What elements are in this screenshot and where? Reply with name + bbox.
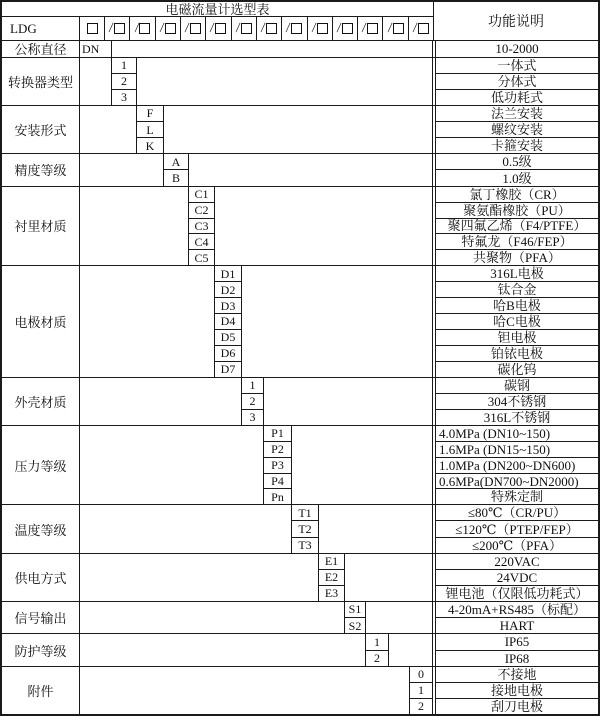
description-cell: 特氟龙（F46/FEP） [436, 233, 598, 249]
slash-separator: / [133, 20, 140, 36]
code-cell: P4 [264, 473, 291, 489]
description-cell: 卡箍安装 [436, 137, 598, 153]
code-column [137, 106, 164, 153]
code-cell: D4 [215, 313, 241, 329]
selection-group-6 [2, 377, 598, 425]
code-cell: 0 [418, 667, 424, 682]
code-cell: 3 [112, 89, 136, 105]
empty-cell [389, 634, 433, 665]
description-cell: 220VAC [494, 553, 540, 569]
description-cell: 0.6MPa(DN700~DN2000) [436, 473, 598, 489]
description-cell: 4-20mA+RS485（标配） [447, 601, 587, 617]
code-column [264, 426, 292, 505]
model-code-segment-cell [257, 17, 282, 40]
description-cell: 接地电极 [436, 682, 598, 698]
selection-group-2 [2, 105, 598, 153]
code-cell: S2 [345, 617, 365, 633]
description-cell: 钽电极 [436, 329, 598, 345]
code-cell: L [137, 121, 163, 137]
blank-box-icon [367, 23, 378, 34]
description-cell: 24VDC [436, 569, 598, 585]
blank-box-icon [114, 23, 125, 34]
code-cell: DN [82, 41, 100, 56]
description-cell: 一体式 [497, 57, 537, 73]
description-column [435, 554, 598, 601]
selection-group-9 [2, 553, 598, 601]
description-column [435, 41, 598, 57]
description-cell: 0.5级 [502, 154, 532, 170]
description-cell: 4.0MPa (DN10~150) [439, 425, 551, 441]
group-label: 转换器类型 [2, 58, 80, 105]
description-cell: 10-2000 [495, 41, 539, 57]
code-cell: D6 [215, 345, 241, 361]
code-column [112, 58, 137, 105]
description-cell: 刮刀电极 [436, 698, 598, 714]
model-code-row [2, 17, 433, 40]
model-code-segment-cell [105, 17, 130, 40]
empty-cell [80, 426, 264, 505]
code-cell: C4 [189, 233, 214, 249]
description-cell: 分体式 [436, 73, 598, 89]
slash-separator: / [209, 20, 216, 36]
selection-groups [2, 40, 598, 714]
model-code-segment-cell [232, 17, 257, 40]
description-cell: 钛合金 [436, 281, 598, 297]
slash-separator: / [412, 20, 418, 36]
code-cell: D2 [215, 281, 241, 297]
description-cell: 1.6MPa (DN15~150) [436, 441, 598, 457]
description-cell: ≤200℃（PFA） [436, 537, 598, 553]
code-column [410, 667, 433, 714]
group-label: 安装形式 [2, 106, 80, 153]
model-code-segment-cell [130, 17, 155, 40]
model-code-segment-cell [358, 17, 383, 40]
blank-box-icon [190, 23, 201, 34]
blank-box-icon [266, 23, 277, 34]
group-label: 外壳材质 [2, 378, 80, 425]
slash-separator: / [159, 20, 165, 36]
empty-cell [292, 426, 433, 505]
description-cell: HART [436, 617, 598, 633]
table-title-row [2, 2, 433, 17]
code-cell: 2 [366, 650, 388, 666]
description-cell: IP68 [436, 650, 598, 666]
model-code-segment-cell [181, 17, 206, 40]
group-label: 附件 [2, 667, 80, 714]
code-cell: P2 [264, 441, 291, 457]
selection-group-5 [2, 265, 598, 376]
blank-box-icon [393, 23, 404, 34]
description-cell: 法兰安装 [490, 105, 543, 121]
code-cell: T1 [298, 505, 312, 520]
blank-box-icon [87, 23, 98, 34]
description-cell: 氯丁橡胶（CR） [469, 186, 565, 202]
code-cell: S1 [348, 602, 362, 617]
blank-box-icon [139, 23, 150, 34]
blank-box-icon [215, 23, 226, 34]
description-column [435, 106, 598, 153]
blank-box-icon [342, 23, 353, 34]
code-cell: C1 [194, 187, 209, 202]
description-column [435, 426, 598, 505]
empty-cell [264, 378, 433, 425]
description-cell: 1.0级 [436, 169, 598, 185]
model-code-box-cell [80, 17, 105, 40]
empty-cell [242, 266, 433, 376]
function-column-header [433, 2, 598, 40]
code-cell: D3 [215, 297, 241, 313]
model-prefix: LDG [2, 17, 80, 40]
blank-box-icon [165, 23, 176, 34]
description-cell: 碳钢 [503, 377, 530, 393]
description-column [435, 602, 598, 633]
model-code-segment-cell [156, 17, 181, 40]
description-cell: 哈C电极 [436, 313, 598, 329]
description-cell: 不接地 [497, 666, 537, 682]
code-cell: 1 [374, 634, 380, 649]
slash-separator: / [386, 20, 393, 36]
description-cell: 1.0MPa (DN200~DN600) [436, 457, 598, 473]
empty-cell [366, 602, 433, 633]
blank-box-icon [418, 23, 429, 34]
description-column [435, 634, 598, 665]
description-cell: 低功耗式 [436, 89, 598, 105]
slash-separator: / [361, 20, 368, 36]
code-column [80, 41, 112, 57]
selection-group-1 [2, 57, 598, 105]
empty-cell [164, 106, 433, 153]
code-cell: F [146, 106, 154, 121]
selection-group-11 [2, 633, 598, 665]
description-column [435, 58, 598, 105]
empty-cell [345, 554, 433, 601]
code-cell: 1 [410, 682, 432, 698]
selection-group-7 [2, 425, 598, 505]
code-cell: 1 [121, 58, 127, 73]
empty-cell [80, 266, 215, 376]
slash-separator: / [184, 20, 190, 36]
code-cell: D5 [215, 329, 241, 345]
description-column [435, 667, 598, 714]
code-cell: C2 [189, 202, 214, 218]
description-cell: 聚氨酯橡胶（PU） [436, 202, 598, 218]
model-code-segment-cell [206, 17, 231, 40]
model-code-segment-cell [282, 17, 307, 40]
selection-group-0 [2, 40, 598, 57]
code-cell: E1 [324, 554, 339, 569]
code-column [319, 554, 345, 601]
model-code-segment-cell [333, 17, 358, 40]
code-cell: A [171, 154, 181, 169]
empty-cell [80, 554, 319, 601]
description-column [435, 266, 598, 376]
empty-cell [137, 58, 433, 105]
model-code-segment-cell [308, 17, 333, 40]
description-column [435, 154, 598, 185]
code-cell: Pn [264, 488, 291, 504]
empty-cell [80, 378, 242, 425]
code-cell: T2 [292, 520, 318, 536]
description-cell: 铂铱电极 [436, 345, 598, 361]
function-column-title: 功能说明 [488, 15, 544, 30]
description-cell: 316L不锈钢 [436, 409, 598, 425]
code-column [292, 505, 319, 552]
description-column [435, 378, 598, 425]
empty-cell [319, 505, 433, 552]
description-column [435, 505, 598, 552]
description-cell: 螺纹安装 [436, 121, 598, 137]
code-cell: P1 [271, 426, 284, 441]
slash-separator: / [260, 20, 266, 36]
description-cell: 锂电池（仅限低功耗式） [436, 585, 598, 601]
blank-box-icon [291, 23, 302, 34]
code-cell: P3 [264, 457, 291, 473]
code-cell: B [164, 169, 188, 185]
selection-group-3 [2, 153, 598, 185]
code-cell: 3 [242, 409, 263, 425]
empty-cell [112, 41, 433, 57]
empty-cell [215, 187, 433, 266]
description-cell: 聚四氟乙烯（F4/PTFE） [436, 218, 598, 234]
model-code-segment-cell [409, 17, 433, 40]
code-cell: D1 [220, 266, 236, 281]
empty-cell [80, 106, 137, 153]
code-cell: D7 [215, 361, 241, 377]
code-column [345, 602, 366, 633]
group-label: 信号输出 [2, 602, 80, 633]
empty-cell [80, 602, 345, 633]
selection-group-8 [2, 504, 598, 552]
description-cell: ≤120℃（PTEP/FEP） [436, 520, 598, 536]
blank-box-icon [241, 23, 252, 34]
group-label: 电极材质 [2, 266, 80, 376]
slash-separator: / [310, 20, 317, 36]
code-column [366, 634, 389, 665]
description-column [435, 187, 598, 266]
code-column [189, 187, 215, 266]
code-cell: C3 [189, 218, 214, 234]
selection-group-12 [2, 666, 598, 714]
code-column [215, 266, 242, 376]
empty-cell [80, 187, 189, 266]
empty-cell [80, 154, 164, 185]
selection-group-10 [2, 601, 598, 633]
code-column [164, 154, 189, 185]
description-cell: ≤80℃（CR/PU） [467, 505, 567, 521]
code-column [242, 378, 264, 425]
model-code-segment-cell [383, 17, 408, 40]
empty-cell [189, 154, 433, 185]
code-cell: K [137, 137, 163, 153]
group-label: 供电方式 [2, 554, 80, 601]
table-title: 电磁流量计选型表 [165, 1, 270, 17]
code-cell: 2 [242, 393, 263, 409]
description-cell: 304不锈钢 [436, 393, 598, 409]
slash-separator: / [336, 20, 342, 36]
description-cell: IP65 [504, 634, 530, 650]
empty-cell [80, 634, 366, 665]
empty-cell [80, 58, 112, 105]
description-cell: 316L电极 [490, 266, 544, 282]
group-label: 防护等级 [2, 634, 80, 665]
group-label: 精度等级 [2, 154, 80, 185]
code-cell: E2 [319, 569, 344, 585]
code-cell: 1 [249, 378, 256, 393]
code-cell: E3 [319, 585, 344, 601]
code-cell: C5 [189, 249, 214, 265]
empty-cell [80, 505, 292, 552]
group-label: 压力等级 [2, 426, 80, 505]
code-cell: 2 [112, 73, 136, 89]
blank-box-icon [317, 23, 328, 34]
slash-separator: / [235, 20, 241, 36]
code-cell: 2 [410, 698, 432, 714]
slash-separator: / [285, 20, 292, 36]
group-label: 衬里材质 [2, 187, 80, 266]
description-cell: 共聚物（PFA） [436, 249, 598, 265]
selection-group-4 [2, 186, 598, 266]
code-cell: T3 [292, 537, 318, 553]
description-cell: 特殊定制 [436, 488, 598, 504]
group-label: 温度等级 [2, 505, 80, 552]
empty-cell [80, 667, 410, 714]
description-cell: 碳化钨 [436, 361, 598, 377]
description-cell: 哈B电极 [436, 297, 598, 313]
group-label: 公称直径 [2, 41, 80, 57]
slash-separator: / [108, 20, 114, 36]
model-code-boxes [80, 17, 433, 40]
